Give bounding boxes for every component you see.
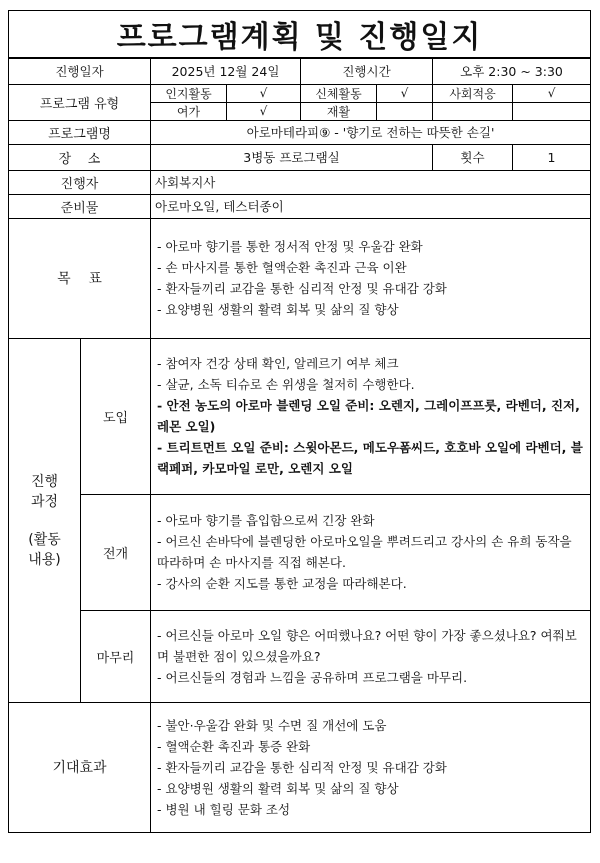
process-label-line: 내용) — [28, 552, 61, 568]
type-name-physical: 신체활동 — [301, 84, 377, 102]
list-item: - 참여자 건강 상태 확인, 알레르기 여부 체크 — [157, 356, 399, 371]
program-name-value: 아로마테라피⑨ - '향기로 전하는 따뜻한 손길' — [151, 120, 591, 144]
list-item: - 병원 내 힐링 문화 조성 — [157, 801, 291, 817]
process-label — [9, 338, 81, 702]
list-item: - 트리트먼트 오일 준비: 스윗아몬드, 메도우폼씨드, 호호바 오일에 라벤더, 블랙페퍼, 카모마일 로만, 오렌지 오일 — [157, 440, 583, 476]
list-item: - 어르신들 아로마 오일 향은 어떠했나요? 어떤 향이 가장 좋으셨나요? 여쭤보며 불편한 점이 있으셨을까요? — [157, 627, 577, 664]
process-label-line: 진행 — [30, 474, 59, 490]
type-label: 프로그램 유형 — [9, 84, 151, 120]
list-item: - 요양병원 생활의 활력 회복 및 삶의 질 향상 — [157, 780, 399, 796]
count-value: 1 — [513, 144, 591, 170]
time-label: 진행시간 — [301, 58, 433, 84]
main-activity-label: 전개 — [81, 494, 151, 610]
type-name-rehab: 재활 — [301, 102, 377, 120]
list-item: - 아로마 향기를 통한 정서적 안정 및 우울감 완화 — [157, 239, 423, 254]
supplies-value: 아로마오일, 테스터종이 — [151, 194, 591, 218]
list-item: - 환자들끼리 교감을 통한 심리적 안정 및 유대감 강화 — [157, 281, 447, 296]
intro-list — [151, 338, 591, 494]
program-name-label: 프로그램명 — [9, 120, 151, 144]
list-item: - 혈액순환 촉진과 통증 완화 — [157, 738, 311, 754]
process-label-line: 과정 — [30, 494, 59, 510]
leader-label: 진행자 — [9, 170, 151, 194]
goals-label: 목 표 — [9, 218, 151, 338]
type-check-social: √ — [513, 84, 591, 102]
list-item: - 손 마사지를 통한 혈액순환 촉진과 근육 이완 — [157, 260, 407, 275]
list-item: - 강사의 순환 지도를 통한 교정을 따라해본다. — [157, 576, 407, 591]
place-value: 3병동 프로그램실 — [151, 144, 433, 170]
type-empty-cell — [513, 102, 591, 120]
program-log-table — [8, 10, 591, 833]
list-item: - 불안·우울감 완화 및 수면 질 개선에 도움 — [157, 717, 387, 733]
intro-label: 도입 — [81, 338, 151, 494]
date-label: 진행일자 — [9, 58, 151, 84]
list-item: - 아로마 향기를 흡입함으로써 긴장 완화 — [157, 513, 375, 528]
time-value: 오후 2:30 ~ 3:30 — [433, 58, 591, 84]
list-item: - 어르신 손바닥에 블렌딩한 아로마오일을 뿌려드리고 강사의 손 유희 동작을 따라하며 손 마사지를 직접 해본다. — [157, 534, 572, 570]
list-item: - 안전 농도의 아로마 블렌딩 오일 준비: 오렌지, 그레이프프룻, 라벤더, 진저, 레몬 오일) — [157, 398, 580, 434]
list-item: - 환자들끼리 교감을 통한 심리적 안정 및 유대감 강화 — [157, 759, 447, 775]
closing-label: 마무리 — [81, 610, 151, 702]
type-check-rehab — [377, 102, 433, 120]
list-item: - 요양병원 생활의 활력 회복 및 삶의 질 향상 — [157, 302, 399, 317]
count-label: 횟수 — [433, 144, 513, 170]
type-empty-cell — [433, 102, 513, 120]
list-item: - 살균, 소독 티슈로 손 위생을 철저히 수행한다. — [157, 377, 415, 392]
type-check-cognitive: √ — [227, 84, 301, 102]
type-name-social: 사회적응 — [433, 84, 513, 102]
supplies-label: 준비물 — [9, 194, 151, 218]
list-item: - 어르신들의 경험과 느낌을 공유하며 프로그램을 마무리. — [157, 669, 468, 685]
goals-list — [151, 218, 591, 338]
closing-list — [151, 610, 591, 702]
type-check-leisure: √ — [227, 102, 301, 120]
leader-value: 사회복지사 — [151, 170, 591, 194]
type-name-cognitive: 인지활동 — [151, 84, 227, 102]
type-check-physical: √ — [377, 84, 433, 102]
place-label: 장 소 — [9, 144, 151, 170]
main-activity-list — [151, 494, 591, 610]
effects-label: 기대효과 — [9, 702, 151, 832]
effects-list — [151, 702, 591, 832]
process-label-line: (활동 — [28, 532, 61, 548]
date-value: 2025년 12월 24일 — [151, 58, 301, 84]
type-name-leisure: 여가 — [151, 102, 227, 120]
document-title: 프로그램계획 및 진행일지 — [9, 11, 591, 59]
